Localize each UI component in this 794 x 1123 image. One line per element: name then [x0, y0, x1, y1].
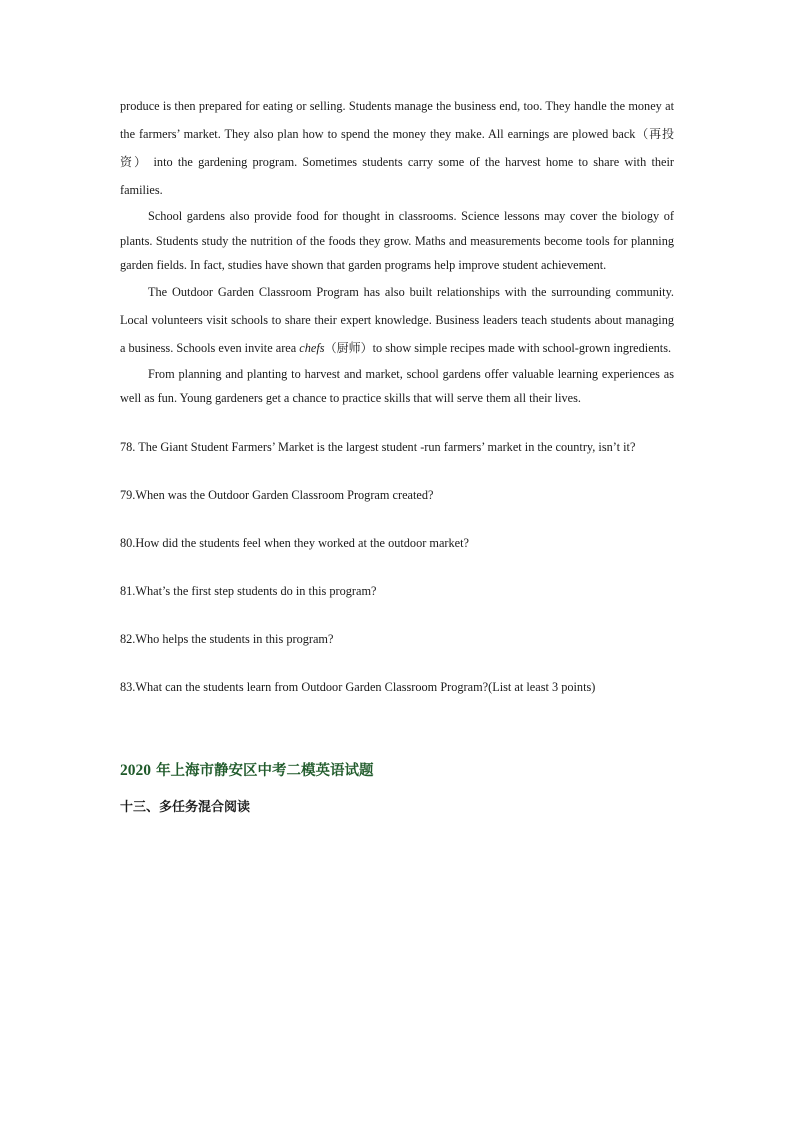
passage-paragraph-3: [120, 278, 674, 362]
passage-p3-annotation: （厨师）: [324, 340, 373, 355]
passage-p1-text-a: produce is then prepared for eating or selling. Students manage the business end, too. They handle the money at the farmers’ market. They also plan how to spend the money they make. All earnings are plowed back: [120, 99, 674, 141]
section-title: [120, 759, 674, 780]
question-82: 82.Who helps the students in this program?: [120, 631, 334, 646]
passage-p1-annotation: （再投资）: [120, 127, 674, 169]
document-page: [120, 92, 674, 815]
section-subtitle: 十三、多任务混合阅读: [120, 799, 251, 815]
passage-paragraph-4: From planning and planting to harvest and market, school gardens offer valuable learning experiences as well as fun. Young gardeners get a chance to practice skills that will serve them all their lives.: [120, 366, 674, 405]
question-80: 80.How did the students feel when they worked at the outdoor market?: [120, 535, 470, 550]
passage-p3-chefs: chefs: [299, 340, 325, 355]
question-78: 78. The Giant Student Farmers’ Market is the largest student -run farmers’ market in the country, isn’t it?: [120, 439, 636, 454]
question-81: 81.What’s the first step students do in this program?: [120, 583, 377, 598]
passage-p3-text-b: to show simple recipes made with school-grown ingredients.: [372, 340, 672, 355]
passage-p3-text-a: The Outdoor Garden Classroom Program has also built relationships with the surrounding community. Local volunteers visit schools to share their expert knowledge. Business leaders teach students about managing a business. Schools even invite area: [120, 284, 674, 355]
passage-paragraph-1: [120, 92, 674, 204]
passage-paragraph-2: School gardens also provide food for thought in classrooms. Science lessons may cover the biology of plants. Students study the nutrition of the foods they grow. Maths and measurements become tools for planning garden fields. In fact, studies have shown that garden programs help improve student achievement.: [120, 209, 674, 272]
passage-p1-text-b: into the gardening program. Sometimes students carry some of the harvest home to share with their families.: [120, 155, 674, 197]
question-79: 79.When was the Outdoor Garden Classroom Program created?: [120, 487, 434, 502]
question-83: 83.What can the students learn from Outdoor Garden Classroom Program?(List at least 3 points): [120, 679, 596, 694]
section-title-text: 年上海市静安区中考二模英语试题: [156, 762, 374, 779]
section-year: 2020: [120, 761, 151, 779]
